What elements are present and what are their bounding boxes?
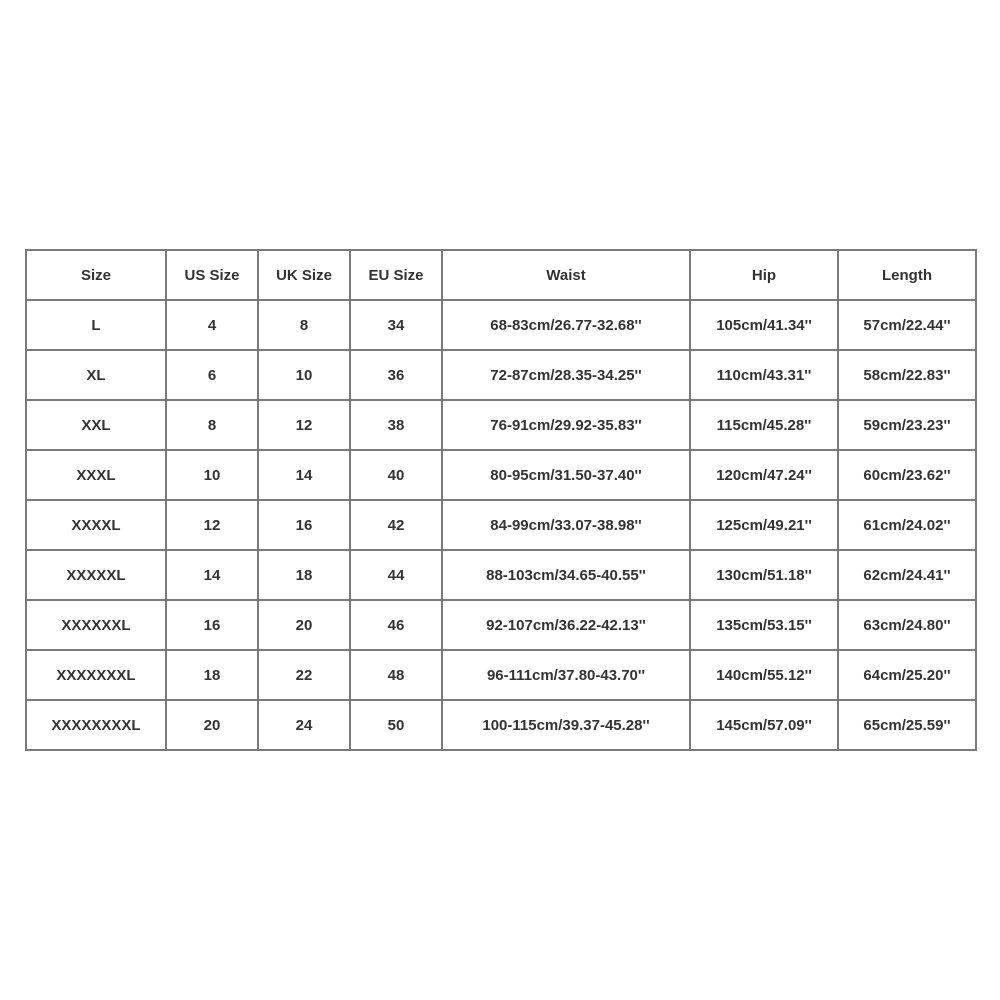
table-row [26, 300, 976, 350]
cell-length: 57cm/22.44'' [838, 300, 976, 350]
cell-us-size: 4 [166, 300, 258, 350]
cell-eu-size: 46 [350, 600, 442, 650]
cell-uk-size: 24 [258, 700, 350, 750]
cell-uk-size: 20 [258, 600, 350, 650]
cell-size: L [26, 300, 166, 350]
table-row [26, 600, 976, 650]
cell-uk-size: 14 [258, 450, 350, 500]
cell-hip: 145cm/57.09'' [690, 700, 838, 750]
cell-hip: 120cm/47.24'' [690, 450, 838, 500]
cell-size: XXL [26, 400, 166, 450]
cell-uk-size: 8 [258, 300, 350, 350]
cell-eu-size: 38 [350, 400, 442, 450]
cell-us-size: 10 [166, 450, 258, 500]
cell-size: XXXXXL [26, 550, 166, 600]
cell-size: XXXXXXXXL [26, 700, 166, 750]
cell-waist: 100-115cm/39.37-45.28'' [442, 700, 690, 750]
cell-length: 63cm/24.80'' [838, 600, 976, 650]
cell-eu-size: 34 [350, 300, 442, 350]
header-size: Size [26, 250, 166, 300]
table-row [26, 350, 976, 400]
cell-hip: 135cm/53.15'' [690, 600, 838, 650]
cell-waist: 68-83cm/26.77-32.68'' [442, 300, 690, 350]
cell-us-size: 16 [166, 600, 258, 650]
header-waist: Waist [442, 250, 690, 300]
cell-size: XXXL [26, 450, 166, 500]
cell-length: 60cm/23.62'' [838, 450, 976, 500]
cell-hip: 125cm/49.21'' [690, 500, 838, 550]
cell-eu-size: 42 [350, 500, 442, 550]
cell-waist: 88-103cm/34.65-40.55'' [442, 550, 690, 600]
cell-length: 64cm/25.20'' [838, 650, 976, 700]
cell-size: XL [26, 350, 166, 400]
cell-uk-size: 18 [258, 550, 350, 600]
cell-waist: 72-87cm/28.35-34.25'' [442, 350, 690, 400]
header-uk-size: UK Size [258, 250, 350, 300]
cell-size: XXXXXXXL [26, 650, 166, 700]
cell-uk-size: 12 [258, 400, 350, 450]
header-row [26, 250, 976, 300]
cell-waist: 80-95cm/31.50-37.40'' [442, 450, 690, 500]
cell-eu-size: 44 [350, 550, 442, 600]
cell-us-size: 18 [166, 650, 258, 700]
cell-length: 58cm/22.83'' [838, 350, 976, 400]
header-us-size: US Size [166, 250, 258, 300]
table-row [26, 400, 976, 450]
table-row [26, 700, 976, 750]
cell-length: 65cm/25.59'' [838, 700, 976, 750]
cell-uk-size: 22 [258, 650, 350, 700]
cell-us-size: 12 [166, 500, 258, 550]
cell-hip: 140cm/55.12'' [690, 650, 838, 700]
cell-waist: 96-111cm/37.80-43.70'' [442, 650, 690, 700]
cell-us-size: 20 [166, 700, 258, 750]
cell-eu-size: 40 [350, 450, 442, 500]
header-eu-size: EU Size [350, 250, 442, 300]
header-length: Length [838, 250, 976, 300]
cell-hip: 115cm/45.28'' [690, 400, 838, 450]
cell-eu-size: 50 [350, 700, 442, 750]
size-chart-table [25, 249, 977, 751]
header-hip: Hip [690, 250, 838, 300]
table-row [26, 450, 976, 500]
table-row [26, 550, 976, 600]
cell-us-size: 8 [166, 400, 258, 450]
cell-waist: 84-99cm/33.07-38.98'' [442, 500, 690, 550]
cell-waist: 92-107cm/36.22-42.13'' [442, 600, 690, 650]
cell-eu-size: 36 [350, 350, 442, 400]
cell-size: XXXXL [26, 500, 166, 550]
cell-hip: 110cm/43.31'' [690, 350, 838, 400]
cell-hip: 105cm/41.34'' [690, 300, 838, 350]
table-row [26, 650, 976, 700]
cell-hip: 130cm/51.18'' [690, 550, 838, 600]
cell-us-size: 14 [166, 550, 258, 600]
table-row [26, 500, 976, 550]
cell-us-size: 6 [166, 350, 258, 400]
cell-uk-size: 16 [258, 500, 350, 550]
cell-length: 61cm/24.02'' [838, 500, 976, 550]
cell-length: 59cm/23.23'' [838, 400, 976, 450]
cell-eu-size: 48 [350, 650, 442, 700]
cell-length: 62cm/24.41'' [838, 550, 976, 600]
cell-uk-size: 10 [258, 350, 350, 400]
cell-size: XXXXXXL [26, 600, 166, 650]
cell-waist: 76-91cm/29.92-35.83'' [442, 400, 690, 450]
